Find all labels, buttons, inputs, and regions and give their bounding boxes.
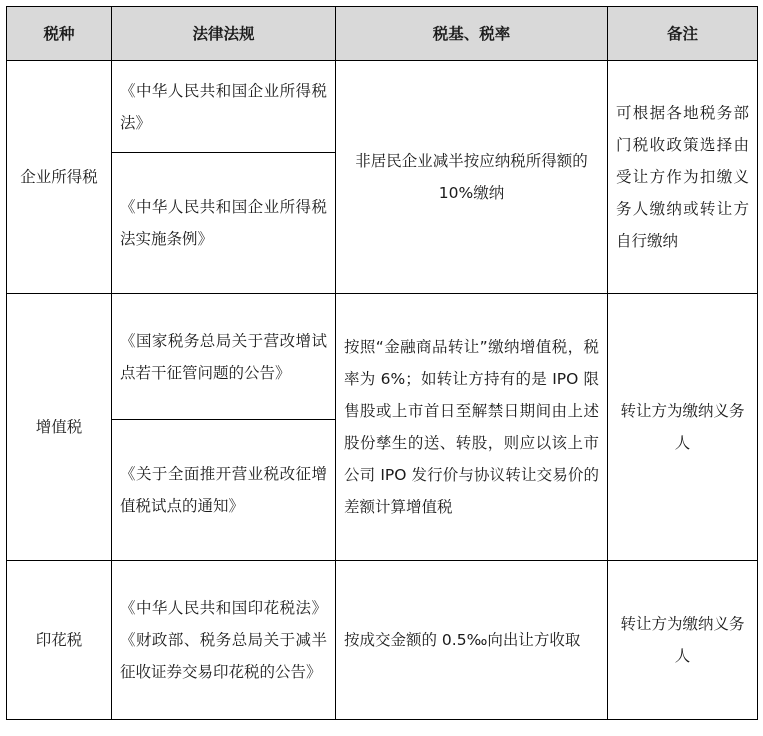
note-cell: 转让方为缴纳义务人 bbox=[608, 561, 758, 720]
law-cell: 《中华人民共和国企业所得税法》 bbox=[112, 61, 336, 153]
table-row bbox=[7, 294, 758, 420]
header-tax-type: 税种 bbox=[7, 7, 112, 61]
tax-basis-cell: 按成交金额的 0.5‰向出让方收取 bbox=[336, 561, 608, 720]
note-cell: 可根据各地税务部门税收政策选择由受让方作为扣缴义务人缴纳或转让方自行缴纳 bbox=[608, 61, 758, 294]
header-tax-basis: 税基、税率 bbox=[336, 7, 608, 61]
law-cell: 《国家税务总局关于营改增试点若干征管问题的公告》 bbox=[112, 294, 336, 420]
law-cell: 《关于全面推开营业税改征增值税试点的通知》 bbox=[112, 420, 336, 561]
tax-basis-cell: 非居民企业减半按应纳税所得额的 10%缴纳 bbox=[336, 61, 608, 294]
tax-table bbox=[6, 6, 758, 720]
header-laws: 法律法规 bbox=[112, 7, 336, 61]
tax-type-cell: 印花税 bbox=[7, 561, 112, 720]
law-cell: 《中华人民共和国印花税法》《财政部、税务总局关于减半征收证券交易印花税的公告》 bbox=[112, 561, 336, 720]
table-row bbox=[7, 61, 758, 153]
header-row bbox=[7, 7, 758, 61]
tax-basis-cell: 按照“金融商品转让”缴纳增值税，税率为 6%；如转让方持有的是 IPO 限售股或上市首日至解禁日期间由上述股份孳生的送、转股，则应以该上市公司 IPO 发行价与协议转让交易价的差额计算增值税 bbox=[336, 294, 608, 561]
header-notes: 备注 bbox=[608, 7, 758, 61]
law-cell: 《中华人民共和国企业所得税法实施条例》 bbox=[112, 153, 336, 294]
note-cell: 转让方为缴纳义务人 bbox=[608, 294, 758, 561]
table-row bbox=[7, 561, 758, 720]
tax-type-cell: 增值税 bbox=[7, 294, 112, 561]
tax-type-cell: 企业所得税 bbox=[7, 61, 112, 294]
